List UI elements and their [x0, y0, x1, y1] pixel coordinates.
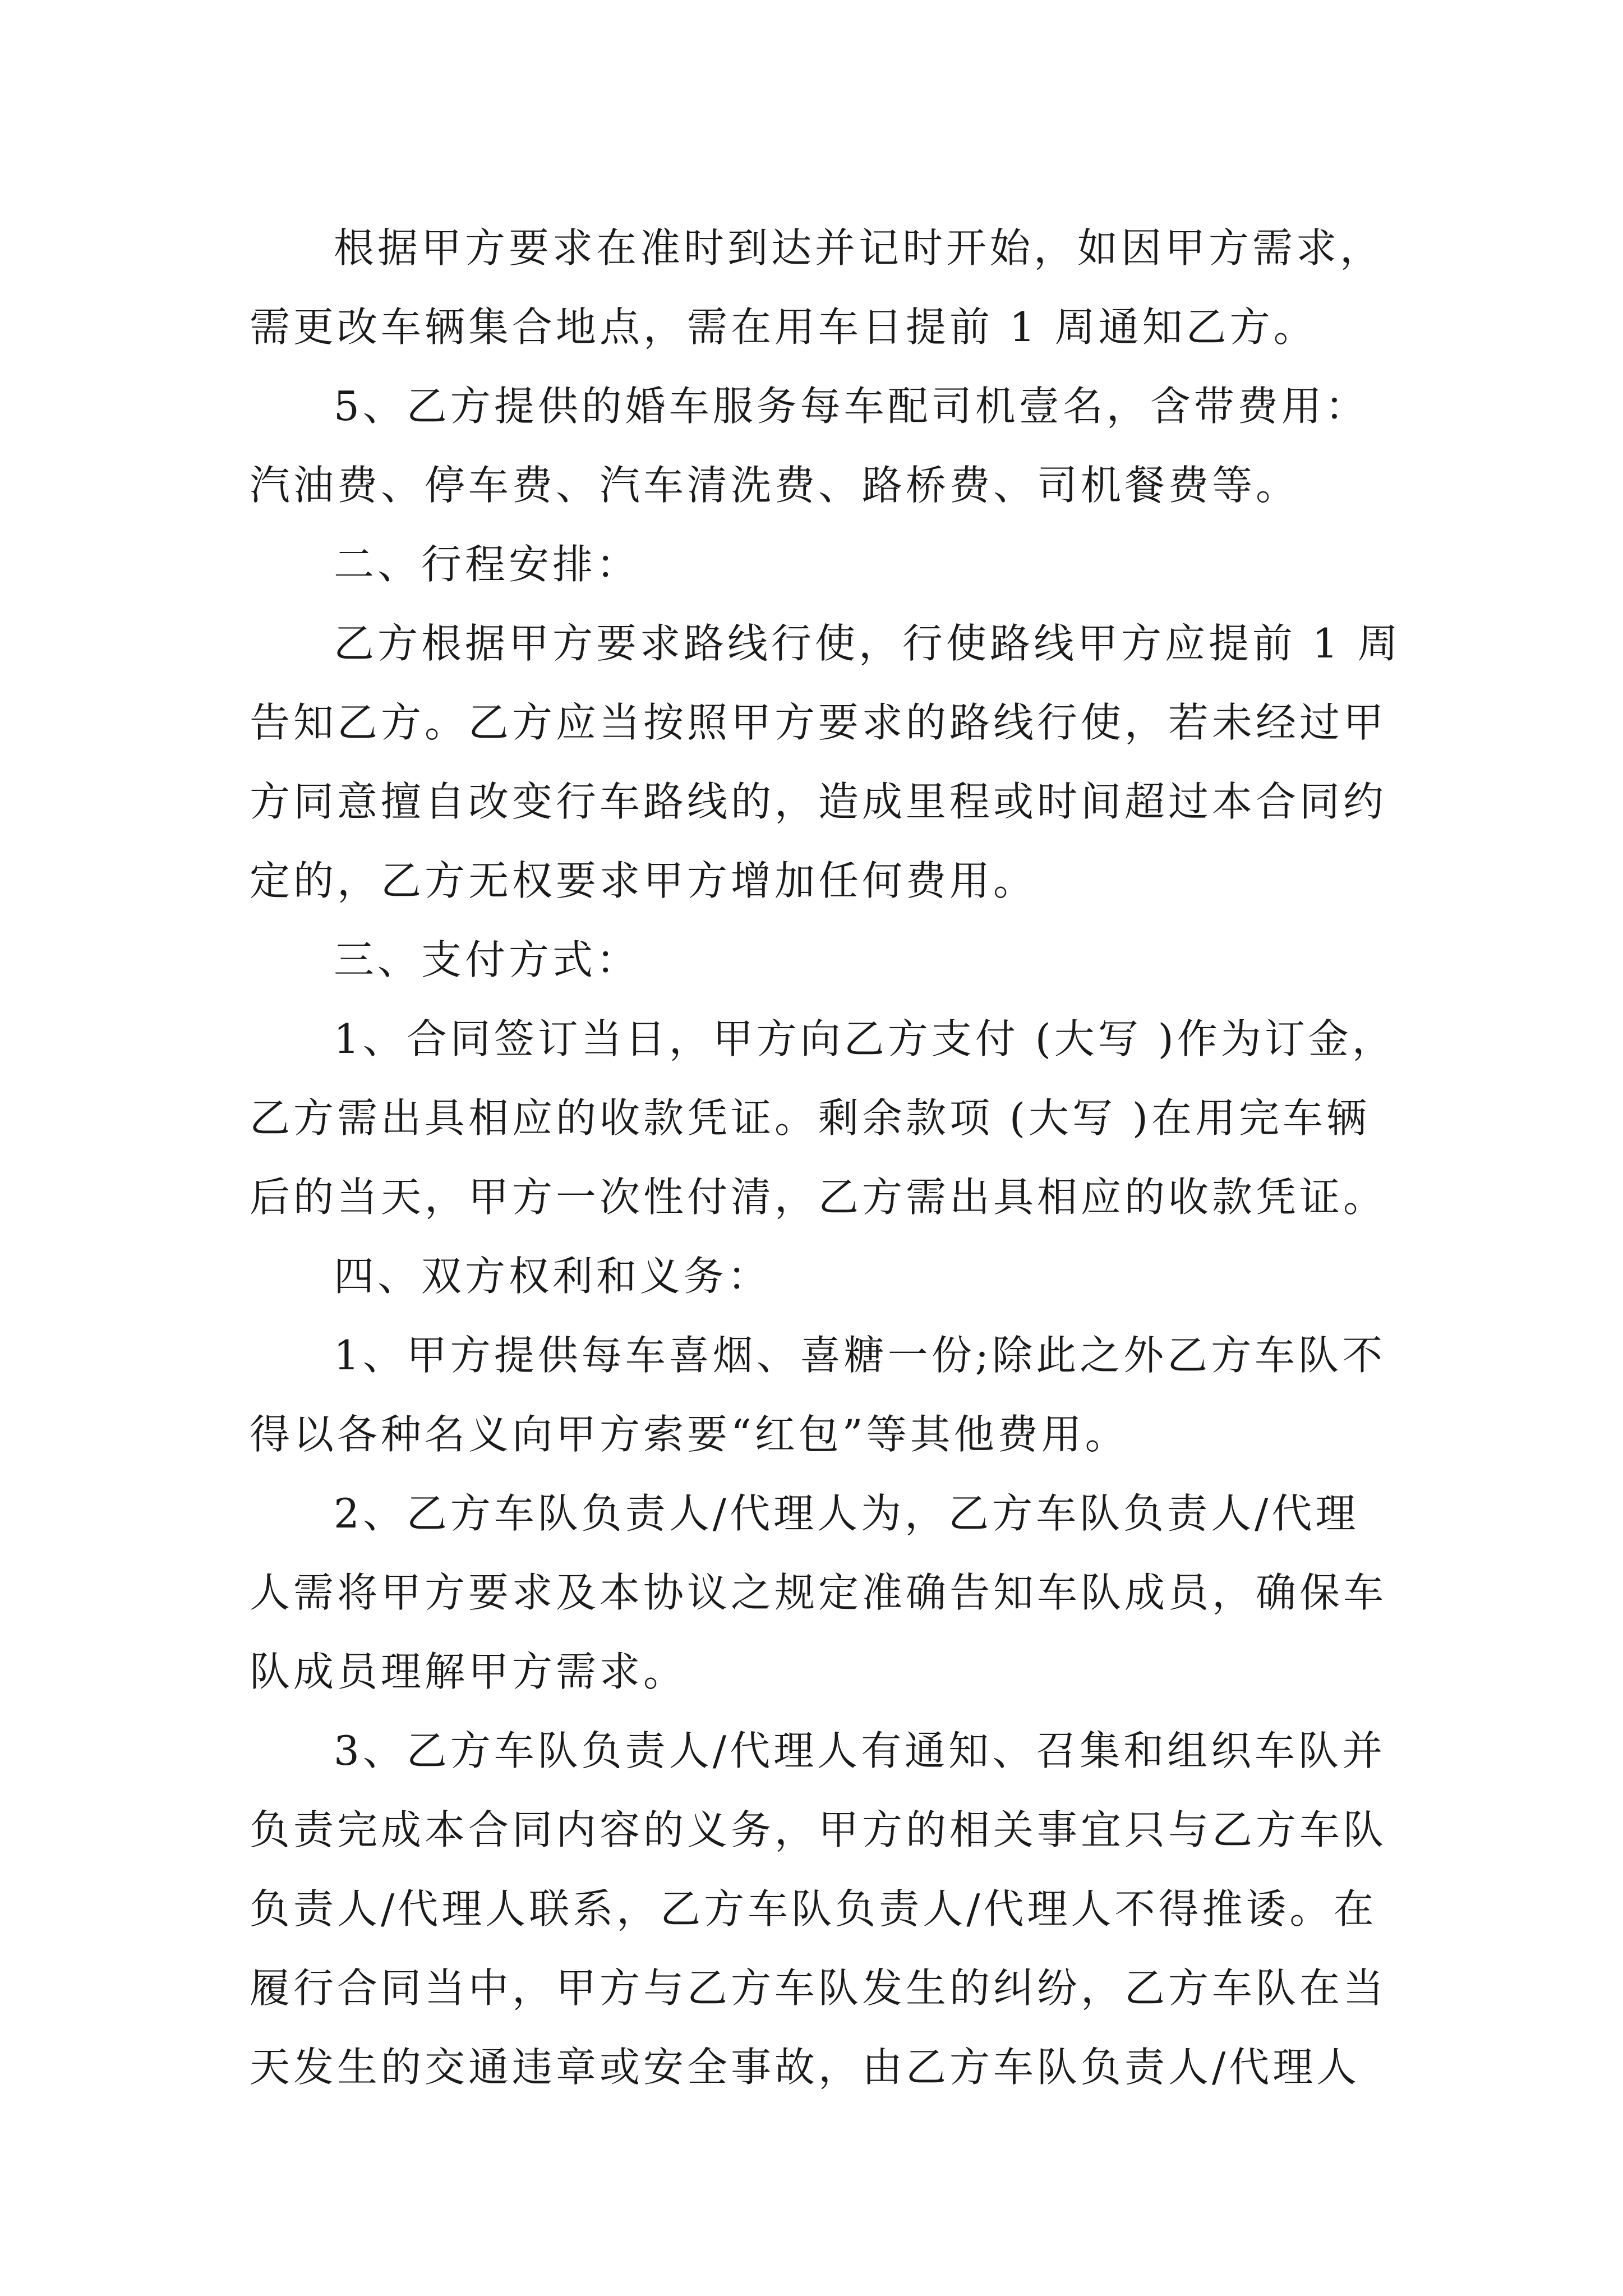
- document-line: 天发生的交通违章或安全事故，由乙方车队负责人/代理人: [250, 2044, 1361, 2091]
- document-line: 1、甲方提供每车喜烟、喜糖一份;除此之外乙方车队不: [334, 1332, 1386, 1379]
- document-line: 方同意擅自改变行车路线的，造成里程或时间超过本合同约: [250, 778, 1387, 825]
- document-line: 3、乙方车队负责人/代理人有通知、召集和组织车队并: [334, 1727, 1386, 1774]
- document-body: [250, 209, 1401, 2107]
- document-line: 2、乙方车队负责人/代理人为，乙方车队负责人/代理: [334, 1490, 1359, 1537]
- document-line: 定的，乙方无权要求甲方增加任何费用。: [250, 857, 1038, 904]
- document-line: 根据甲方要求在准时到达并记时开始，如因甲方需求，: [334, 224, 1384, 272]
- document-line: 汽油费、停车费、汽车清洗费、路桥费、司机餐费等。: [250, 462, 1300, 509]
- document-line: 负责人/代理人联系，乙方车队负责人/代理人不得推诿。在: [250, 1885, 1377, 1932]
- document-line: 后的当天，甲方一次性付清，乙方需出具相应的收款凭证。: [250, 1174, 1387, 1221]
- document-line: 乙方需出具相应的收款凭证。剩余款项 (大写 )在用完车辆: [250, 1094, 1370, 1142]
- document-line: 四、双方权利和义务：: [334, 1253, 772, 1300]
- document-line: 得以各种名义向甲方索要“红包”等其他费用。: [250, 1411, 1129, 1458]
- document-line: 队成员理解甲方需求。: [250, 1648, 688, 1695]
- document-line: 二、行程安排：: [334, 541, 640, 588]
- document-line: 5、乙方提供的婚车服务每车配司机壹名，含带费用：: [334, 383, 1369, 430]
- document-line: 三、支付方式：: [334, 936, 640, 983]
- document-line: 乙方根据甲方要求路线行使，行使路线甲方应提前 1 周: [334, 620, 1401, 667]
- document-line: 履行合同当中，甲方与乙方车队发生的纠纷，乙方车队在当: [250, 1964, 1387, 2012]
- document-line: 需更改车辆集合地点，需在用车日提前 1 周通知乙方。: [250, 303, 1317, 351]
- document-line: 负责完成本合同内容的义务，甲方的相关事宜只与乙方车队: [250, 1806, 1387, 1853]
- document-line: 人需将甲方要求及本协议之规定准确告知车队成员，确保车: [250, 1569, 1387, 1616]
- document-line: 1、合同签订当日，甲方向乙方支付 (大写 )作为订金，: [334, 1015, 1396, 1062]
- document-line: 告知乙方。乙方应当按照甲方要求的路线行使，若未经过甲: [250, 699, 1387, 746]
